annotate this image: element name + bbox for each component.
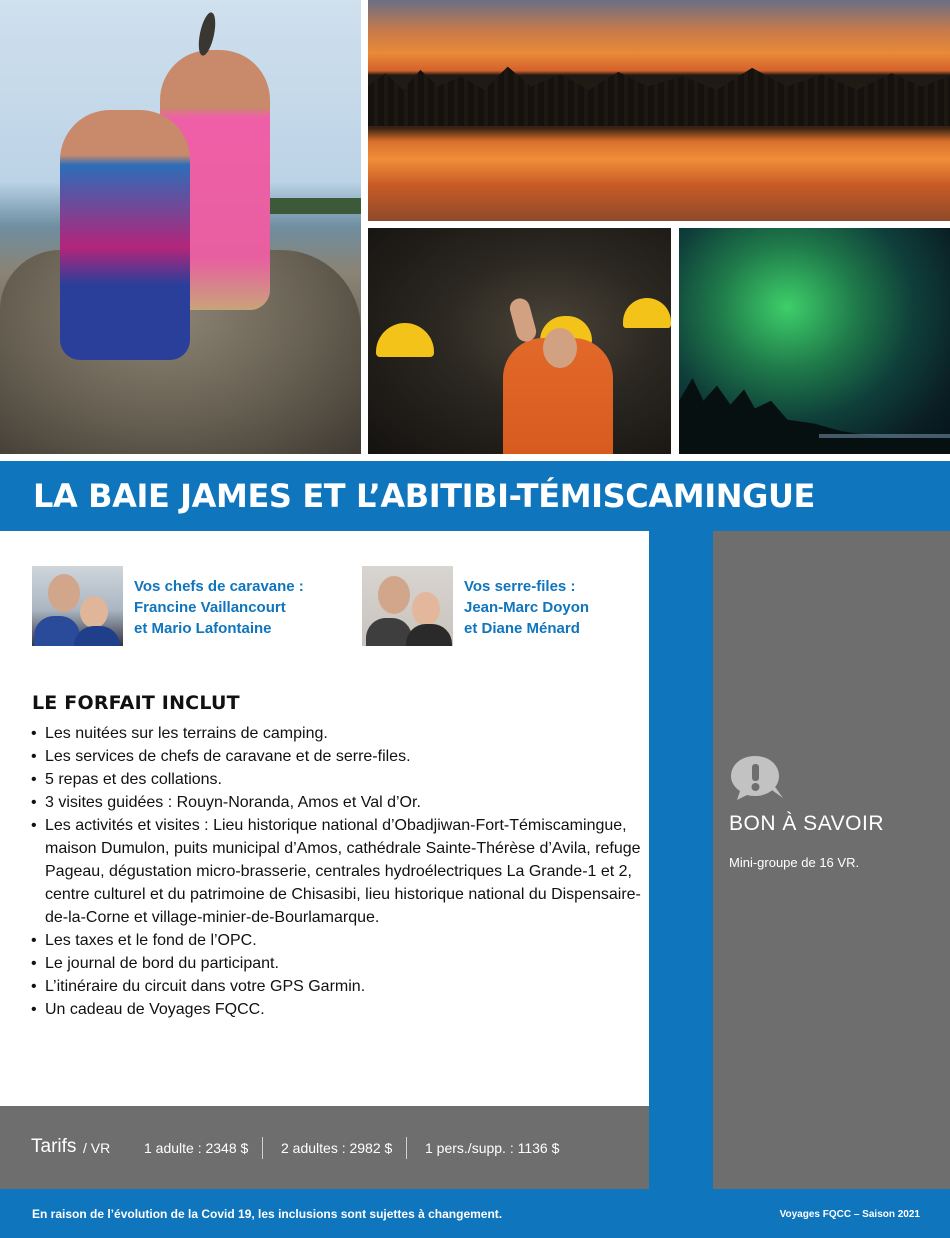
blue-column	[649, 531, 713, 1189]
helmet	[623, 298, 671, 328]
exclamation-bubble-icon	[729, 754, 785, 802]
divider	[406, 1137, 407, 1159]
pricing-unit: / VR	[83, 1140, 111, 1156]
guide-photo-caravan-leaders	[32, 566, 123, 646]
sidebar-title: BON À SAVOIR	[729, 812, 884, 835]
photo-children-regalia	[0, 0, 361, 454]
helmet	[376, 323, 434, 357]
photo-mine-tour	[368, 228, 671, 454]
guide-photo-rear-guides	[362, 566, 453, 646]
list-item: • Les services de chefs de caravane et de serre-files.	[31, 745, 641, 768]
list-item: • 5 repas et des collations.	[31, 768, 641, 791]
price-two-adults: 2 adultes : 2982 $	[281, 1140, 393, 1156]
list-item: • Les activités et visites : Lieu historique national d’Obadjiwan-Fort-Témiscamingue, maison Dumulon, puits municipal d’Amos, cathédrale Sainte-Thérèse d’Avila, refuge Pageau, dégustation micro-brasserie, centrales hydroélectriques La Grande-1 et 2, centre culturel et du patrimoine de Chisasibi, lieu historique national du Dispensaire-de-la-Corne et village-minier-de-Bourlamarque.	[31, 814, 641, 929]
guide-face	[543, 328, 577, 368]
list-item: • 3 visites guidées : Rouyn-Noranda, Amos et Val d’Or.	[31, 791, 641, 814]
guide-caption-caravan-leaders	[134, 576, 304, 639]
price-extra-person: 1 pers./supp. : 1136 $	[425, 1140, 560, 1156]
list-item: • Les taxes et le fond de l’OPC.	[31, 929, 641, 952]
divider	[262, 1137, 263, 1159]
package-heading: LE FORFAIT INCLUT	[32, 692, 240, 714]
guide-name: et Mario Lafontaine	[134, 620, 272, 637]
price-one-adult: 1 adulte : 2348 $	[144, 1140, 249, 1156]
guide-name: Francine Vaillancourt	[134, 599, 286, 616]
forest-silhouette	[368, 60, 950, 126]
lake-horizon	[819, 434, 950, 438]
guide-name: et Diane Ménard	[464, 620, 580, 637]
guide-role: Vos chefs de caravane :	[134, 578, 304, 595]
guide-caption-rear-guides	[464, 576, 589, 639]
package-list	[31, 722, 641, 1021]
tree-silhouette	[679, 378, 950, 454]
page-title: LA BAIE JAMES ET L’ABITIBI-TÉMISCAMINGUE	[33, 477, 815, 515]
list-item: • Les nuitées sur les terrains de camping.	[31, 722, 641, 745]
footer-note: En raison de l’évolution de la Covid 19, les inclusions sont sujettes à changement.	[32, 1207, 503, 1221]
guide-name: Jean-Marc Doyon	[464, 599, 590, 616]
footer-brand: Voyages FQCC – Saison 2021	[779, 1209, 920, 1220]
guide-role: Vos serre-files :	[464, 578, 576, 595]
list-item: • L’itinéraire du circuit dans votre GPS Garmin.	[31, 975, 641, 998]
photo-lake-sunset	[368, 0, 950, 221]
raised-hand	[508, 296, 539, 344]
list-item: • Le journal de bord du participant.	[31, 952, 641, 975]
child-blue-regalia	[60, 110, 190, 360]
list-item: • Un cadeau de Voyages FQCC.	[31, 998, 641, 1021]
sidebar-text: Mini-groupe de 16 VR.	[729, 855, 860, 870]
photo-northern-lights	[679, 228, 950, 454]
pricing-label: Tarifs	[31, 1136, 77, 1157]
